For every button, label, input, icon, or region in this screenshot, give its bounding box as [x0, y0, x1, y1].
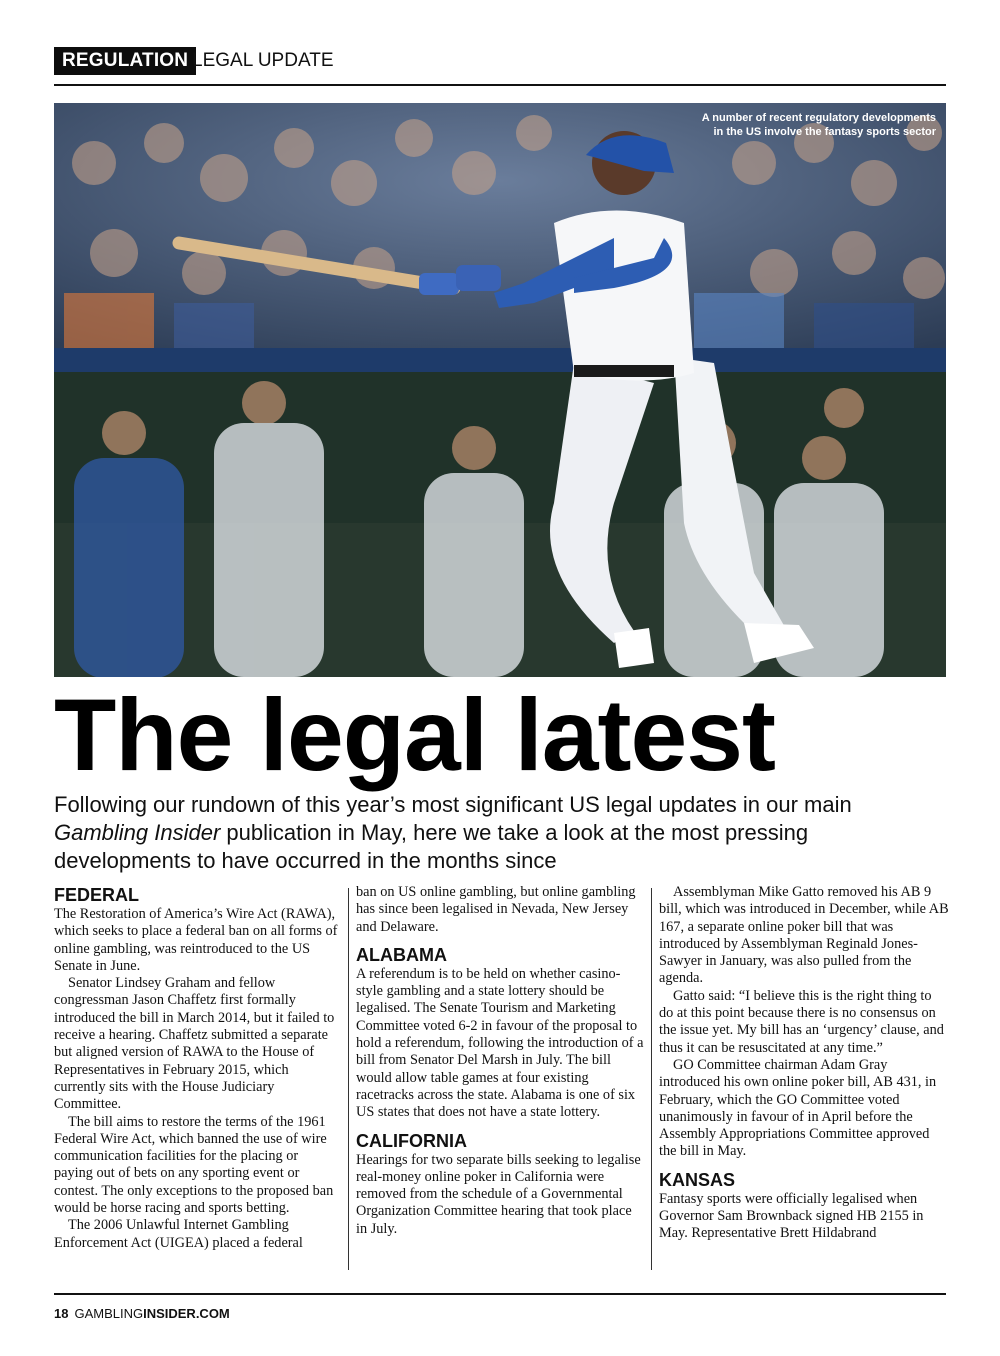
site-name-bold: INSIDER.COM: [143, 1306, 230, 1321]
federal-paragraph-4: The 2006 Unlawful Internet Gambling Enforcement Act (UIGEA) placed a federal: [54, 1217, 303, 1251]
federal-paragraph-4-continued: ban on US online gambling, but online gambling has since been legalised in Nevada, New Jersey and Delaware.: [356, 884, 636, 935]
california-paragraph-2: Assemblyman Mike Gatto removed his AB 9 bill, which was introduced in December, while AB 167, a separate online poker bill that was introduced by Assemblyman Reginald Jones-Sawyer in January, was also pulled from the agenda.: [659, 884, 949, 987]
standfirst: [54, 791, 854, 875]
federal-paragraph-1: The Restoration of America’s Wire Act (RAWA), which seeks to place a federal ban on all forms of online gambling, was reintroduced to the US Senate in June.: [54, 906, 338, 974]
article-column-2: [356, 884, 646, 1276]
site-name-regular: GAMBLING: [74, 1306, 144, 1321]
column-divider-1: [348, 888, 349, 1270]
bottom-divider: [54, 1293, 946, 1295]
section-label: REGULATION: [54, 47, 196, 75]
subsection-label: LEGAL UPDATE: [192, 50, 334, 71]
headline: The legal latest: [54, 678, 775, 792]
page-footer: [54, 1304, 230, 1324]
alabama-paragraph-1: A referendum is to be held on whether casino-style gambling and a state lottery should be legalised. The Senate Tourism and Marketing Committee voted 6-2 in favour of the proposal to hold a referendum, following the introduction of a bill from Senator Del Marsh in July. The bill would allow table games at four existing racetracks across the state. Alabama is one of six US states that does not have a state lottery.: [356, 965, 644, 1121]
kansas-paragraph-1: Fantasy sports were officially legalised when Governor Sam Brownback signed HB 2155 in May. Representative Brett Hildabrand: [659, 1190, 924, 1242]
federal-paragraph-2: Senator Lindsey Graham and fellow congressman Jason Chaffetz first formally introduced the bill in March 2014, but it failed to receive a hearing. Chaffetz submitted a separate but aligned version of RAWA to the House of Representatives in February 2015, which currently sits with the House Judiciary Committee.: [54, 975, 335, 1113]
california-paragraph-3: Gatto said: “I believe this is the right thing to do at this point because there is no consensus on the issue yet. My bill has an ‘urgency’ clause, and thus it can be resuscitated at any time.”: [659, 987, 944, 1056]
page-number: 18: [54, 1306, 69, 1321]
photo-caption: A number of recent regulatory developments in the US involve the fantasy sports sector: [701, 112, 936, 138]
baseball-batter-illustration: [54, 103, 946, 677]
california-paragraph-1: Hearings for two separate bills seeking to legalise real-money online poker in California were removed from the schedule of a Governmental Organization Committee hearing that took place in July.: [356, 1151, 641, 1237]
federal-paragraph-3: The bill aims to restore the terms of the 1961 Federal Wire Act, which banned the use of wire communication facilities for the placing or paying out of bets on any sporting event or contest. The only exceptions to the proposed ban would be horse racing and sports betting.: [54, 1113, 334, 1217]
heading-california: CALIFORNIA: [356, 1130, 467, 1151]
section-header: [54, 47, 946, 75]
column-divider-2: [651, 888, 652, 1270]
heading-alabama: ALABAMA: [356, 944, 447, 965]
article-column-1: [54, 884, 340, 1276]
standfirst-lead: Following our rundown of this year’s most significant US legal updates in our main: [54, 792, 852, 817]
article-column-3: [659, 884, 949, 1276]
publication-name: Gambling Insider: [54, 820, 221, 845]
top-divider: [54, 84, 946, 86]
heading-federal: FEDERAL: [54, 885, 139, 905]
standfirst-tail: publication in May, here we take a look at the most pressing developments to have occurred in the months since: [54, 820, 809, 873]
heading-kansas: KANSAS: [659, 1169, 736, 1190]
california-paragraph-4: GO Committee chairman Adam Gray introduced his own online poker bill, AB 431, in February, which the GO Committee voted unanimously in favour of in April before the Assembly Appropriations Committee approved the bill in May.: [659, 1056, 937, 1160]
hero-photo: [54, 103, 946, 677]
